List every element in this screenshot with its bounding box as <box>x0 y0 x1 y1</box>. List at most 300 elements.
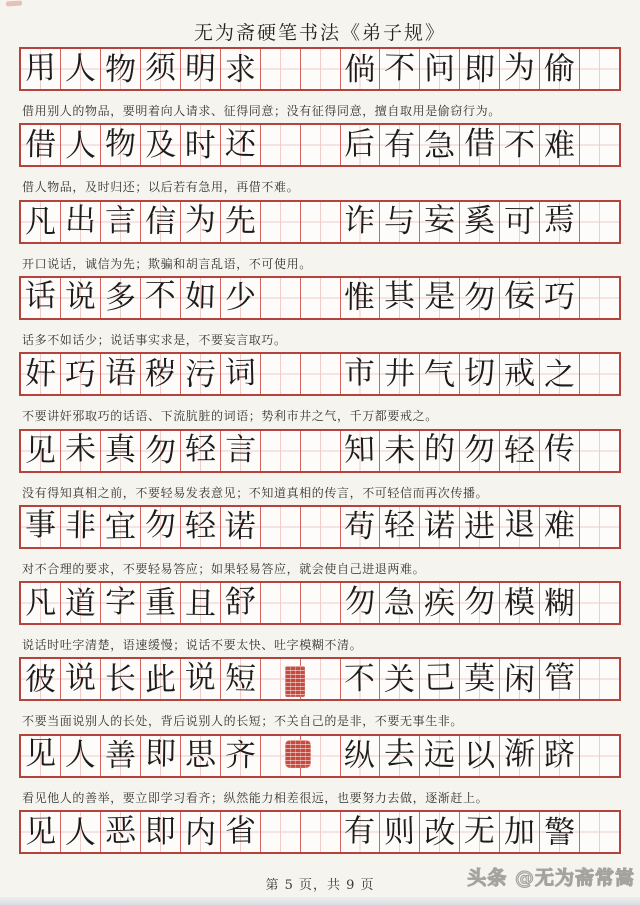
calligraphy-character: 苟 <box>344 508 376 546</box>
calligraphy-character: 秽 <box>144 355 177 392</box>
calligraphy-character: 恶 <box>104 812 137 850</box>
grid-cell <box>100 583 140 623</box>
calligraphy-character: 轻 <box>184 431 216 468</box>
grid-cell <box>539 354 579 394</box>
grid-cell <box>340 202 380 242</box>
calligraphy-character: 多 <box>104 279 137 317</box>
calligraphy-character: 急 <box>383 584 416 621</box>
grid-cell <box>260 431 300 471</box>
calligraphy-character: 即 <box>144 736 177 773</box>
calligraphy-character: 及 <box>144 126 177 164</box>
grid-cell <box>340 125 380 165</box>
explanation-text: 说话时吐字清楚，语速缓慢；说话不要太快、吐字模糊不清。 <box>22 638 363 653</box>
calligraphy-character: 彼 <box>24 661 57 698</box>
calligraphy-character: 则 <box>383 813 416 850</box>
grid-cell <box>379 49 419 89</box>
calligraphy-character: 问 <box>424 50 456 87</box>
grid-cell <box>100 278 140 318</box>
grid-cell <box>499 278 539 318</box>
calligraphy-character: 知 <box>343 431 376 469</box>
grid-row <box>19 352 621 396</box>
calligraphy-character: 人 <box>64 50 96 87</box>
calligraphy-character: 物 <box>104 125 137 163</box>
grid-cell <box>340 507 380 547</box>
grid-cell <box>300 583 340 623</box>
grid-cell <box>419 812 459 852</box>
calligraphy-character: 诺 <box>424 508 456 545</box>
calligraphy-character: 为 <box>184 202 217 239</box>
grid-row <box>19 657 621 701</box>
calligraphy-character: 倘 <box>344 51 376 88</box>
grid-row <box>19 505 621 549</box>
grid-cell <box>459 659 499 699</box>
grid-cell <box>539 583 579 623</box>
scan-smudge-mark <box>6 0 22 6</box>
scan-edge <box>0 897 640 905</box>
calligraphy-character: 疾 <box>424 585 456 622</box>
calligraphy-character: 可 <box>504 203 536 241</box>
grid-cell <box>21 278 60 318</box>
grid-cell <box>100 354 140 394</box>
grid-cell <box>379 202 419 242</box>
calligraphy-character: 见 <box>24 432 57 469</box>
grid-cell <box>340 736 380 776</box>
grid-cell <box>100 736 140 776</box>
grid-row <box>19 429 621 473</box>
grid-cell <box>21 202 60 242</box>
calligraphy-character: 不 <box>503 126 536 164</box>
grid-cell <box>60 202 100 242</box>
calligraphy-character: 出 <box>64 201 97 239</box>
grid-cell <box>260 507 300 547</box>
grid-cell <box>140 812 180 852</box>
grid-cell <box>140 507 180 547</box>
calligraphy-character: 长 <box>104 660 137 698</box>
calligraphy-character: 巧 <box>543 279 576 316</box>
calligraphy-character: 借 <box>464 125 496 162</box>
calligraphy-character: 见 <box>24 813 57 850</box>
explanation-text: 开口说话，诚信为先；欺骗和胡言乱语，不可使用。 <box>22 256 312 271</box>
grid-cell <box>220 659 260 699</box>
calligraphy-character: 明 <box>184 50 217 87</box>
grid-cell <box>579 812 619 852</box>
grid-cell <box>260 583 300 623</box>
calligraphy-character: 善 <box>104 737 137 775</box>
grid-cell <box>21 354 60 394</box>
calligraphy-character: 言 <box>104 202 136 240</box>
calligraphy-character: 真 <box>104 432 136 468</box>
grid-cell <box>260 812 300 852</box>
grid-cell <box>539 736 579 776</box>
page-number: 第 5 页，共 9 页 <box>265 878 375 893</box>
grid-row <box>19 47 621 91</box>
calligraphy-character: 以 <box>463 737 496 775</box>
grid-cell <box>379 812 419 852</box>
grid-row <box>19 734 621 778</box>
calligraphy-character: 偷 <box>544 50 576 87</box>
grid-cell <box>21 659 60 699</box>
grid-cell <box>419 583 459 623</box>
calligraphy-character: 进 <box>463 508 496 546</box>
explanation-text: 对不合理的要求，不要轻易答应；如果轻易答应，就会使自己进退两难。 <box>22 561 426 576</box>
calligraphy-character: 去 <box>384 736 416 773</box>
grid-cell <box>579 202 619 242</box>
calligraphy-character: 如 <box>184 278 217 316</box>
calligraphy-character: 人 <box>64 814 97 851</box>
grid-cell <box>459 354 499 394</box>
calligraphy-character: 非 <box>64 508 97 545</box>
grid-cell <box>459 507 499 547</box>
calligraphy-character: 其 <box>383 278 416 315</box>
calligraphy-character: 污 <box>184 356 216 393</box>
grid-cell <box>340 49 380 89</box>
grid-cell <box>140 583 180 623</box>
calligraphy-character: 远 <box>424 736 456 774</box>
grid-cell <box>539 49 579 89</box>
grid-cell <box>499 736 539 776</box>
grid-cell <box>220 507 260 547</box>
grid-cell <box>419 507 459 547</box>
grid-cell <box>220 812 260 852</box>
grid-cell <box>140 354 180 394</box>
grid-cell <box>459 583 499 623</box>
grid-cell <box>140 736 180 776</box>
grid-cell <box>60 431 100 471</box>
grid-cell <box>539 278 579 318</box>
calligraphy-character: 退 <box>504 507 536 544</box>
calligraphy-character: 须 <box>144 49 176 86</box>
calligraphy-character: 不 <box>383 49 416 87</box>
grid-cell <box>140 431 180 471</box>
grid-cell <box>300 507 340 547</box>
calligraphy-character: 内 <box>184 813 217 851</box>
calligraphy-character: 思 <box>184 736 217 774</box>
grid-cell <box>180 812 220 852</box>
calligraphy-character: 勿 <box>463 583 496 621</box>
grid-cell <box>340 278 380 318</box>
calligraphy-character: 道 <box>64 585 96 622</box>
calligraphy-character: 纵 <box>343 737 376 775</box>
calligraphy-character: 的 <box>423 430 456 468</box>
calligraphy-character: 关 <box>384 661 416 698</box>
grid-cell <box>379 278 419 318</box>
grid-cell <box>60 278 100 318</box>
calligraphy-character: 人 <box>64 736 97 774</box>
calligraphy-character: 奚 <box>463 202 496 240</box>
grid-cell <box>539 202 579 242</box>
grid-cell <box>379 431 419 471</box>
grid-cell <box>579 659 619 699</box>
explanation-text: 话多不如话少；说话事实求是，不要妄言取巧。 <box>22 332 287 347</box>
explanation-text: 看见他人的善举，要立即学习看齐；纵然能力相差很远，也要努力去做，逐渐赶上。 <box>22 790 489 805</box>
grid-cell <box>180 583 220 623</box>
calligraphy-character: 借 <box>24 126 57 164</box>
explanation-text: 不要当面说别人的长处，背后说别人的长短；不关自己的是非，不要无事生非。 <box>22 714 464 729</box>
grid-cell <box>100 812 140 852</box>
calligraphy-character: 轻 <box>384 507 416 544</box>
grid-cell <box>21 431 60 471</box>
calligraphy-character: 巧 <box>64 356 97 393</box>
calligraphy-character: 人 <box>64 127 97 164</box>
grid-cell <box>499 354 539 394</box>
calligraphy-character: 勿 <box>463 279 496 317</box>
calligraphy-character: 勿 <box>144 507 176 544</box>
grid-cell <box>539 659 579 699</box>
calligraphy-character: 井 <box>384 355 416 392</box>
grid-row <box>19 276 621 320</box>
grid-cell <box>60 49 100 89</box>
grid-cell <box>180 49 220 89</box>
grid-row <box>19 200 621 244</box>
grid-cell <box>459 202 499 242</box>
calligraphy-character: 短 <box>224 660 257 698</box>
calligraphy-character: 戒 <box>503 355 536 393</box>
grid-cell <box>300 354 340 394</box>
calligraphy-character: 此 <box>144 661 177 699</box>
calligraphy-character: 有 <box>344 812 376 849</box>
calligraphy-character: 话 <box>24 278 57 315</box>
grid-cell <box>21 812 60 852</box>
grid-cell <box>60 583 100 623</box>
calligraphy-character: 己 <box>423 659 456 697</box>
toutiao-watermark: 头条 @无为斋常嵩 <box>467 867 635 889</box>
grid-cell <box>499 507 539 547</box>
grid-cell <box>21 736 60 776</box>
grid-cell <box>21 583 60 623</box>
grid-cell <box>499 49 539 89</box>
calligraphy-character: 省 <box>224 812 256 849</box>
calligraphy-character: 气 <box>424 356 456 393</box>
calligraphy-character: 诈 <box>344 202 376 240</box>
grid-cell <box>60 812 100 852</box>
grid-cell <box>419 736 459 776</box>
calligraphy-character: 语 <box>104 354 137 392</box>
grid-cell <box>459 49 499 89</box>
grid-cell <box>60 354 100 394</box>
grid-cell <box>379 736 419 776</box>
calligraphy-character: 词 <box>224 354 257 392</box>
grid-cell <box>419 278 459 318</box>
grid-cell <box>419 431 459 471</box>
calligraphy-character: 即 <box>463 51 496 88</box>
calligraphy-character: 不 <box>344 660 376 698</box>
grid-cell <box>180 736 220 776</box>
grid-cell <box>21 507 60 547</box>
calligraphy-character: 求 <box>224 51 256 88</box>
calligraphy-character: 少 <box>224 280 256 317</box>
grid-cell <box>300 49 340 89</box>
calligraphy-character: 凡 <box>24 584 57 621</box>
grid-cell <box>379 583 419 623</box>
calligraphy-character: 即 <box>144 813 176 850</box>
calligraphy-character: 时 <box>184 127 216 164</box>
calligraphy-character: 莫 <box>464 660 496 697</box>
grid-cell <box>340 431 380 471</box>
grid-cell <box>419 49 459 89</box>
grid-cell <box>60 507 100 547</box>
grid-cell <box>419 354 459 394</box>
grid-cell <box>300 278 340 318</box>
grid-cell <box>100 431 140 471</box>
calligraphy-character: 难 <box>543 507 576 545</box>
grid-cell <box>539 431 579 471</box>
grid-cell <box>260 125 300 165</box>
grid-cell <box>180 659 220 699</box>
calligraphy-character: 跻 <box>543 736 576 774</box>
grid-cell <box>140 202 180 242</box>
grid-cell <box>60 736 100 776</box>
calligrapher-seal-rectangular <box>285 666 305 697</box>
calligraphy-character: 信 <box>144 203 177 241</box>
calligraphy-character: 为 <box>503 49 536 86</box>
grid-cell <box>220 354 260 394</box>
calligraphy-character: 不 <box>144 278 176 315</box>
grid-cell <box>300 659 340 699</box>
grid-cell <box>499 812 539 852</box>
calligraphy-character: 诺 <box>224 509 256 546</box>
calligraphy-character: 糊 <box>543 585 576 622</box>
grid-cell <box>579 736 619 776</box>
calligraphy-character: 焉 <box>543 201 576 239</box>
grid-cell <box>180 354 220 394</box>
calligraphy-character: 是 <box>424 279 456 316</box>
grid-cell <box>579 125 619 165</box>
grid-cell <box>459 812 499 852</box>
calligraphy-character: 未 <box>64 430 97 468</box>
calligraphy-character: 传 <box>543 430 576 468</box>
calligraphy-character: 轻 <box>184 507 217 545</box>
calligraphy-character: 佞 <box>504 278 536 315</box>
calligraphy-character: 改 <box>424 814 456 851</box>
grid-cell <box>60 125 100 165</box>
grid-cell <box>340 659 380 699</box>
grid-cell <box>499 202 539 242</box>
grid-cell <box>220 202 260 242</box>
grid-cell <box>300 125 340 165</box>
calligraphy-character: 与 <box>384 203 416 241</box>
explanation-text: 不要讲奸邪取巧的话语、下流肮脏的词语；势利市井之气，千万都要戒之。 <box>22 409 438 424</box>
calligraphy-character: 模 <box>503 584 536 621</box>
calligraphy-character: 奸 <box>24 355 57 393</box>
grid-cell <box>379 507 419 547</box>
grid-cell <box>579 354 619 394</box>
grid-cell <box>419 659 459 699</box>
calligraphy-character: 先 <box>224 202 256 240</box>
calligraphy-character: 加 <box>504 813 536 850</box>
grid-cell <box>379 125 419 165</box>
explanation-text: 借人物品，及时归还；以后若有急用，再借不难。 <box>22 180 300 195</box>
calligraphy-character: 切 <box>464 354 496 392</box>
grid-cell <box>459 736 499 776</box>
calligraphy-character: 后 <box>344 125 376 163</box>
grid-cell <box>180 278 220 318</box>
explanation-text: 借用别人的物品，要明着向人请求、征得同意；没有征得同意，擅自取用是偷窃行为。 <box>22 104 501 118</box>
grid-cell <box>220 736 260 776</box>
grid-cell <box>340 354 380 394</box>
grid-cell <box>220 583 260 623</box>
calligraphy-character: 有 <box>384 126 416 163</box>
calligraphy-character: 宜 <box>104 508 137 546</box>
calligrapher-seal-square <box>285 740 311 768</box>
grid-cell <box>60 659 100 699</box>
grid-cell <box>419 202 459 242</box>
grid-cell <box>340 812 380 852</box>
grid-row <box>19 581 621 625</box>
grid-cell <box>260 202 300 242</box>
grid-cell <box>180 202 220 242</box>
calligraphy-character: 市 <box>344 354 376 392</box>
grid-cell <box>499 125 539 165</box>
grid-cell <box>220 431 260 471</box>
calligraphy-character: 管 <box>543 659 576 697</box>
grid-cell <box>459 278 499 318</box>
grid-cell <box>379 354 419 394</box>
grid-cell <box>140 659 180 699</box>
grid-cell <box>140 49 180 89</box>
grid-cell <box>100 507 140 547</box>
calligraphy-character: 勿 <box>344 583 376 620</box>
calligraphy-character: 轻 <box>503 432 536 470</box>
grid-cell <box>579 431 619 471</box>
calligraphy-character: 凡 <box>24 203 56 240</box>
grid-cell <box>499 431 539 471</box>
grid-cell <box>499 583 539 623</box>
calligraphy-character: 难 <box>544 127 576 164</box>
grid-cell <box>180 431 220 471</box>
grid-cell <box>260 49 300 89</box>
grid-cell <box>379 659 419 699</box>
calligraphy-character: 重 <box>144 584 176 621</box>
grid-cell <box>300 431 340 471</box>
grid-cell <box>21 49 60 89</box>
calligraphy-character: 之 <box>544 356 576 393</box>
grid-cell <box>300 812 340 852</box>
grid-cell <box>220 125 260 165</box>
grid-cell <box>100 659 140 699</box>
grid-cell <box>180 507 220 547</box>
grid-cell <box>579 278 619 318</box>
grid-cell <box>419 125 459 165</box>
page-title: 无为斋硬笔书法《弟子规》 <box>193 22 446 44</box>
calligraphy-character: 事 <box>24 507 57 544</box>
calligraphy-character: 舒 <box>224 583 256 621</box>
calligraphy-character: 字 <box>104 583 137 621</box>
grid-cell <box>579 49 619 89</box>
grid-cell <box>539 125 579 165</box>
grid-cell <box>260 354 300 394</box>
grid-cell <box>180 125 220 165</box>
grid-cell <box>100 125 140 165</box>
grid-cell <box>100 202 140 242</box>
grid-cell <box>539 507 579 547</box>
grid-cell <box>260 278 300 318</box>
calligraphy-character: 用 <box>24 49 57 87</box>
grid-cell <box>220 278 260 318</box>
calligraphy-character: 见 <box>24 736 56 773</box>
calligraphy-character: 未 <box>384 432 416 469</box>
calligraphy-character: 无 <box>463 812 496 850</box>
grid-cell <box>100 49 140 89</box>
grid-row <box>19 810 621 854</box>
calligraphy-character: 渐 <box>504 736 536 773</box>
calligraphy-character: 还 <box>224 125 257 163</box>
grid-cell <box>579 507 619 547</box>
grid-cell <box>539 812 579 852</box>
calligraphy-character: 勿 <box>144 432 177 470</box>
grid-cell <box>21 125 60 165</box>
calligraphy-character: 言 <box>224 431 256 469</box>
grid-cell <box>140 278 180 318</box>
